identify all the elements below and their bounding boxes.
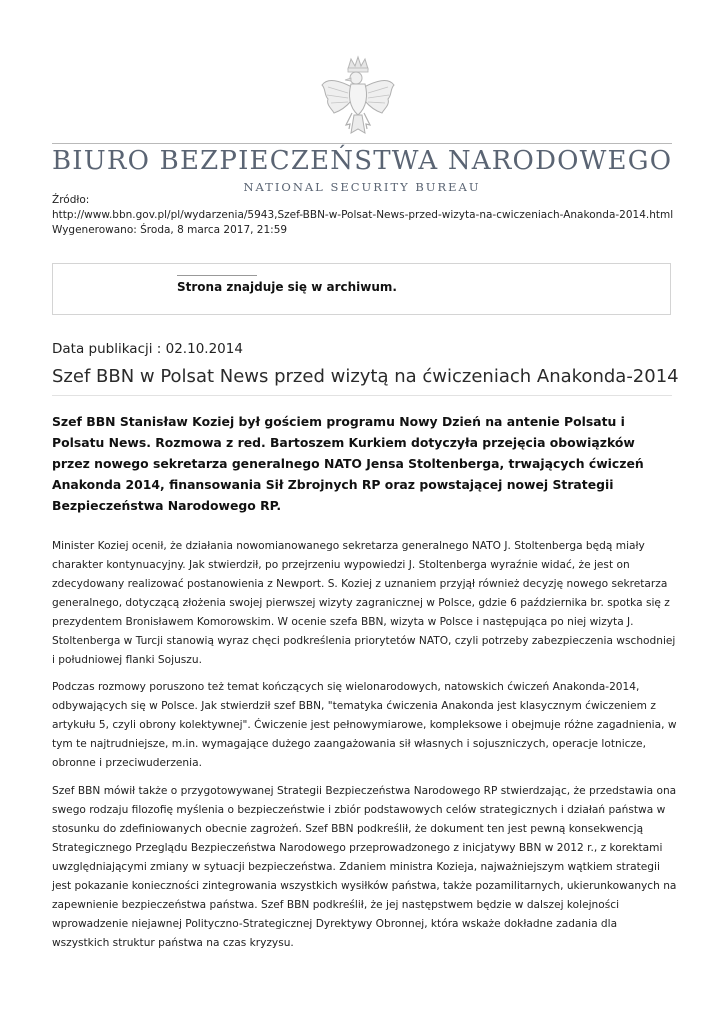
archive-notice: Strona znajduje się w archiwum. [177,280,397,294]
article-title: Szef BBN w Polsat News przed wizytą na ćwiczeniach Anakonda-2014 [52,366,679,387]
article-paragraph: Szef BBN mówił także o przygotowywanej Strategii Bezpieczeństwa Narodowego RP stwierdzając, że przedstawia ona swego rodzaju filozofię myślenia o bezpieczeństwie i zbiór podstawowych celów strategicznych i działań państwa w stosunku do zdefiniowanych obecnie zagrożeń. Szef BBN podkreślił, że dokument ten jest pewną konsekwencją Strategicznego Przeglądu Bezpieczeństwa Narodowego przeprowadzonego z inicjatywy BBN w 2012 r., z korektami uwzględniającymi zmiany w sytuacji bezpieczeństwa. Zdaniem ministra Kozieja, najważniejszym wątkiem strategii jest pokazanie konieczności zintegrowania wszystkich wysiłków państwa, także pozamilitarnych, ukierunkowanych na zapewnienie bezpieczeństwa państwa. Szef BBN podkreślił, że jej następstwem będzie w dalszej kolejności wprowadzenie niejawnej Polityczno-Strategicznej Dyrektywy Obronnej, która wskaże dokładne zadania dla wszystkich struktur państwa na czas kryzysu. [52,785,677,949]
org-name-english: NATIONAL SECURITY BUREAU [243,180,481,194]
source-info [52,193,673,238]
generated-date: Wygenerowano: Środa, 8 marca 2017, 21:59 [52,224,288,236]
white-eagle-emblem-icon [318,55,398,137]
article-paragraph: Minister Koziej ocenił, że działania nowomianowanego sekretarza generalnego NATO J. Stoltenberga będą miały charakter kontynuacyjny. Jak stwierdził, po przejrzeniu wypowiedzi J. Stoltenberga wyraźnie widać, że jest on zdecydowany realizować postanowienia z Newport. S. Koziej z uznaniem przyjął również decyzję nowego sekretarza generalnego, dotyczącą złożenia swojej pierwszej wizyty zagranicznej w Polsce, gdzie 6 października br. spotka się z prezydentem Bronisławem Komorowskim. W ocenie szefa BBN, wizyta w Polsce i następująca po niej wizyta J. Stoltenberga w Turcji stanowią wyraz chęci podkreślenia priorytetów NATO, czyli potrzeby zabezpieczenia wschodniej i południowej flanki Sojuszu. [52,540,676,666]
article-paragraph: Podczas rozmowy poruszono też temat kończących się wielonarodowych, natowskich ćwiczeń Anakonda-2014, odbywających się w Polsce. Jak stwierdził szef BBN, "tematyka ćwiczenia Anakonda jest klasycznym ćwiczeniem z artykułu 5, czyli obrony kolektywnej". Ćwiczenie jest pełnowymiarowe, kompleksowe i obejmuje różne zagadnienia, w tym te najtrudniejsze, m.in. wymagające dużego zaangażowania sił własnych i sojuszniczych, operacje lotnicze, obronne i przeciwuderzenia. [52,681,677,769]
org-name: BIURO BEZPIECZEŃSTWA NARODOWEGO [52,146,673,176]
publication-date: Data publikacji : 02.10.2014 [52,341,243,357]
archive-notice-box [52,263,671,315]
article-lead: Szef BBN Stanisław Koziej był gościem programu Nowy Dzień na antenie Polsatu i Polsatu News. Rozmowa z red. Bartoszem Kurkiem dotyczyła przejęcia obowiązków przez nowego sekretarza generalnego NATO Jensa Stoltenberga, trwających ćwiczeń Anakonda 2014, finansowania Sił Zbrojnych RP oraz powstającej nowej Strategii Bezpieczeństwa Narodowego RP. [52,414,644,513]
source-label: Źródło: [52,194,90,206]
title-divider [52,395,672,396]
source-url[interactable]: http://www.bbn.gov.pl/pl/wydarzenia/5943,Szef-BBN-w-Polsat-News-przed-wizyta-na-cwiczeniach-Anakonda-2014.html [52,209,674,221]
archive-divider [177,275,257,276]
header-divider [52,143,672,144]
